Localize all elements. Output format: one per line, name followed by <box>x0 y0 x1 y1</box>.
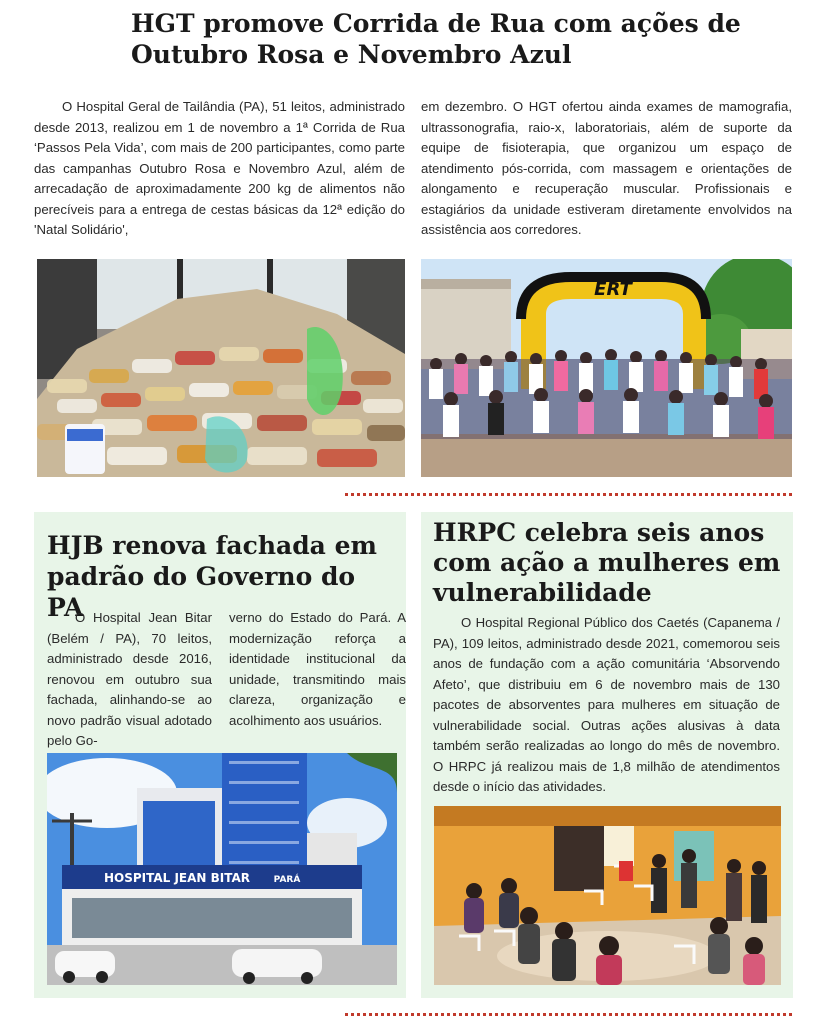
article1-column1: O Hospital Geral de Tailândia (PA), 51 leitos, administrado desde 2013, realizou em 1 de novembro a 1ª Corrida de Rua ‘Passos Pela Vida’, com mais de 200 participantes, como parte das campanhas Outubro Rosa e Novembro Azul, além de arrecadação de aproximadamente 200 kg de alimentos não perecíveis para a entrega de cestas básicas da 12ª edição do 'Natal Solidário', <box>34 99 405 237</box>
article3-body: O Hospital Regional Público dos Caetés (Capanema / PA), 109 leitos, administrado desde 2021, comemorou seis anos de fundação com a ação comunitária ‘Absorvendo Afeto’, que distribuiu em 6 de novembro mais de 130 pacotes de absorventes para mulheres em situação de vulnerabilidade social. Outras ações alusivas à data também serão realizadas ao longo do mês de novembro. O HRPC já realizou mais de 1,8 milhão de atendimentos desde o início das atividades. <box>433 615 780 794</box>
food-donations-photo <box>37 259 405 477</box>
article3-title <box>433 518 788 608</box>
article3-title-line2: com ação a mulheres em <box>433 548 781 577</box>
article2-column1: O Hospital Jean Bitar (Belém / PA), 70 leitos, administrado desde 2016, renovou em outubro sua fachada, alinhando-se ao novo padrão visual adotado pelo Go- <box>47 610 212 748</box>
article1-column2: em dezembro. O HGT ofertou ainda exames de mamografia, ultrassonografia, raio-x, laboratoriais, além de suporte da equipe de fisioterapia, que organizou um espaço de atendimento pós-corrida, com massagem e orientações de alongamento e recuperação muscular. Profissionais e estagiários da unidade estiveram diretamente envolvidos na assistência aos corredores. <box>421 99 792 237</box>
article1-title <box>131 8 771 70</box>
hospital-sign-text: HOSPITAL JEAN BITAR <box>103 871 251 885</box>
arch-banner-text: ERT <box>594 279 632 300</box>
article3-title-line3: vulnerabilidade <box>433 578 652 607</box>
article3-title-line1: HRPC celebra seis anos <box>433 518 765 547</box>
article1-title-line2: Outubro Rosa e Novembro Azul <box>131 40 572 69</box>
hospital-sign-logo: PARÁ <box>273 875 301 885</box>
article2-column2: verno do Estado do Pará. A modernização reforça a identidade institucional da unidade, transmitindo mais clareza, organização e acolhimento aos usuários. <box>229 610 406 728</box>
section-divider-top <box>345 493 792 496</box>
community-event-photo <box>434 806 781 985</box>
section-divider-bottom <box>345 1013 792 1016</box>
article2-title-line1: HJB renova fachada em <box>47 531 377 560</box>
article1-title-line1: HGT promove Corrida de Rua com ações de <box>131 9 741 38</box>
hospital-facade-photo <box>47 753 397 985</box>
race-arch-photo <box>421 259 792 477</box>
article2-title-line2: padrão do Governo do PA <box>47 562 356 622</box>
